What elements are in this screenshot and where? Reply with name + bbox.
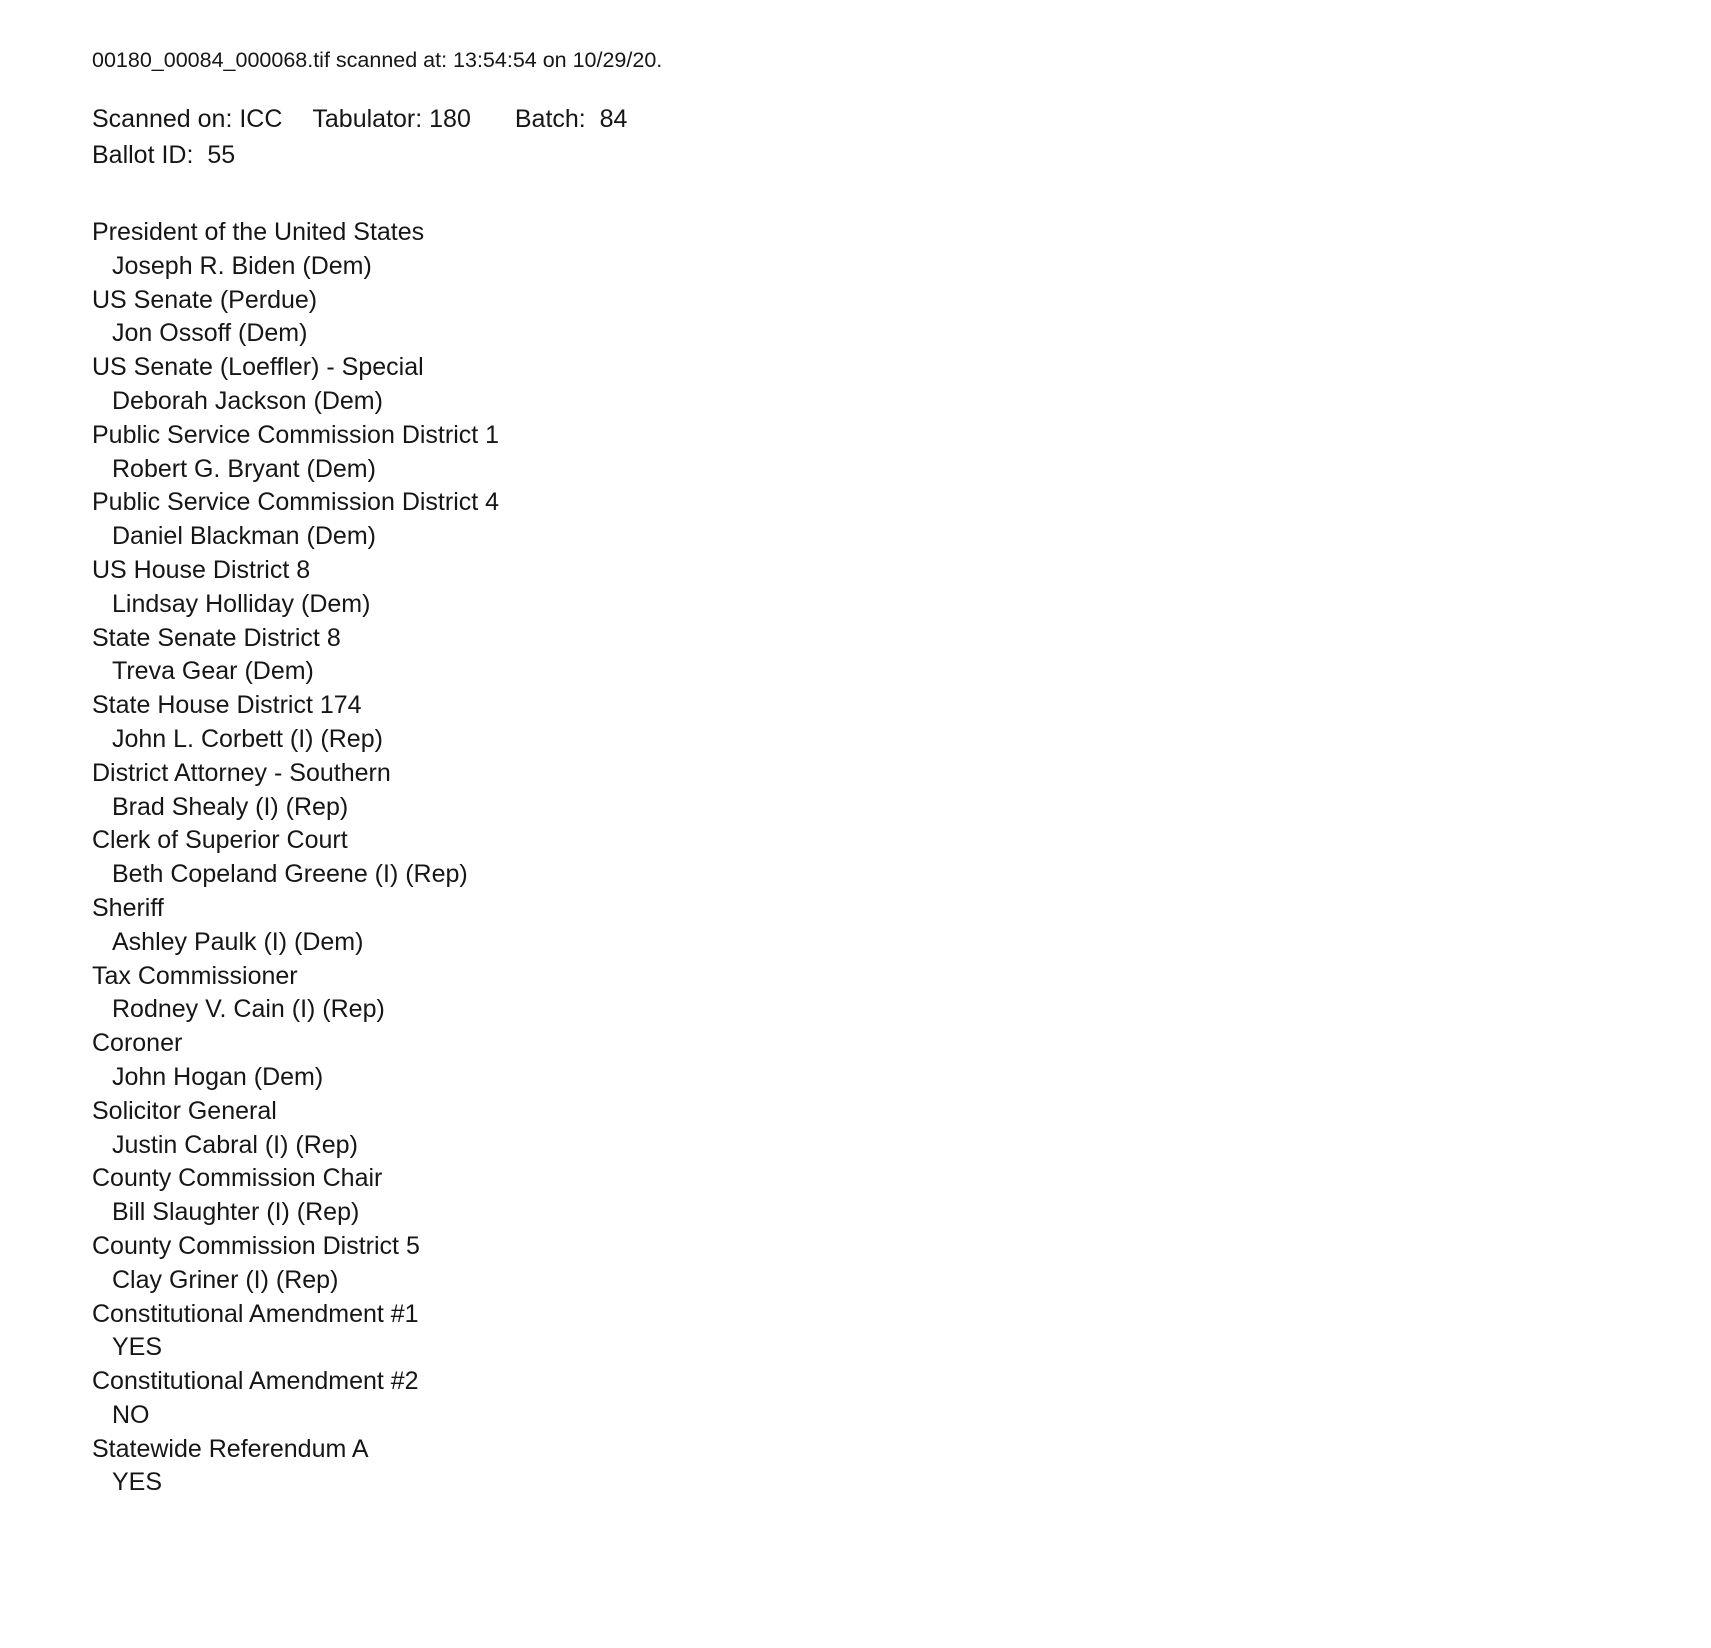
contest-block — [92, 689, 1651, 757]
contest-block — [92, 1230, 1651, 1298]
contest-title: Statewide Referendum A — [92, 1434, 369, 1463]
batch-value: Batch: 84 — [514, 105, 628, 133]
contest-block — [92, 1095, 1651, 1163]
contest-selection: John Hogan (Dem) — [112, 1062, 324, 1091]
contest-selection: John L. Corbett (I) (Rep) — [112, 724, 383, 753]
ballot-id-line: Ballot ID: 55 — [92, 141, 236, 169]
contest-block — [92, 622, 1651, 690]
contest-block — [92, 1027, 1651, 1095]
contest-title: Constitutional Amendment #1 — [92, 1299, 419, 1328]
contest-selection: YES — [112, 1333, 163, 1362]
contest-title: State Senate District 8 — [92, 623, 341, 652]
contest-selection: Clay Griner (I) (Rep) — [112, 1265, 339, 1294]
scan-filename-line: 00180_00084_000068.tif scanned at: 13:54:54 on 10/29/20. — [92, 48, 663, 72]
contest-title: Coroner — [92, 1029, 183, 1058]
scanned-on-value: Scanned on: ICC — [92, 105, 283, 133]
contest-selection: Justin Cabral (I) (Rep) — [112, 1130, 358, 1159]
contest-title: US House District 8 — [92, 555, 311, 584]
contest-block — [92, 486, 1651, 554]
contest-block — [92, 1365, 1651, 1433]
contest-block — [92, 554, 1651, 622]
contest-selection: YES — [112, 1468, 163, 1497]
contest-selection: Daniel Blackman (Dem) — [112, 522, 376, 551]
contest-title: President of the United States — [92, 218, 425, 246]
contest-selection: Treva Gear (Dem) — [112, 657, 314, 686]
contest-selection: Joseph R. Biden (Dem) — [112, 251, 372, 280]
contest-selection: NO — [112, 1400, 150, 1429]
contest-title: Public Service Commission District 1 — [92, 420, 500, 449]
scan-meta-line — [92, 101, 1651, 137]
contest-selection: Jon Ossoff (Dem) — [112, 319, 308, 348]
contest-block — [92, 1433, 1651, 1501]
contest-block — [92, 1162, 1651, 1230]
contest-block — [92, 960, 1651, 1028]
contest-selection: Bill Slaughter (I) (Rep) — [112, 1198, 360, 1227]
contest-selection: Robert G. Bryant (Dem) — [112, 454, 376, 483]
contest-selection: Ashley Paulk (I) (Dem) — [112, 927, 364, 956]
contest-title: US Senate (Perdue) — [92, 285, 318, 314]
contest-block — [92, 351, 1651, 419]
contest-block — [92, 757, 1651, 825]
contest-title: Public Service Commission District 4 — [92, 488, 500, 517]
contest-block — [92, 419, 1651, 487]
contest-title: US Senate (Loeffler) - Special — [92, 353, 424, 382]
contest-title: District Attorney - Southern — [92, 758, 391, 787]
contest-title: Tax Commissioner — [92, 961, 298, 990]
contest-list — [92, 216, 1651, 1500]
contest-selection: Beth Copeland Greene (I) (Rep) — [112, 860, 468, 889]
tabulator-value: Tabulator: 180 — [312, 105, 471, 133]
contest-title: County Commission District 5 — [92, 1231, 420, 1260]
contest-title: Constitutional Amendment #2 — [92, 1367, 419, 1396]
contest-title: Clerk of Superior Court — [92, 826, 348, 855]
contest-selection: Brad Shealy (I) (Rep) — [112, 792, 349, 821]
contest-block — [92, 284, 1651, 352]
contest-selection: Lindsay Holliday (Dem) — [112, 589, 371, 618]
contest-block — [92, 892, 1651, 960]
contest-title: State House District 174 — [92, 691, 362, 720]
contest-selection: Rodney V. Cain (I) (Rep) — [112, 995, 385, 1024]
contest-block — [92, 824, 1651, 892]
contest-title: Solicitor General — [92, 1096, 277, 1125]
contest-block — [92, 216, 1651, 284]
contest-title: County Commission Chair — [92, 1164, 383, 1193]
contest-title: Sheriff — [92, 893, 164, 922]
contest-selection: Deborah Jackson (Dem) — [112, 386, 383, 415]
contest-block — [92, 1298, 1651, 1366]
